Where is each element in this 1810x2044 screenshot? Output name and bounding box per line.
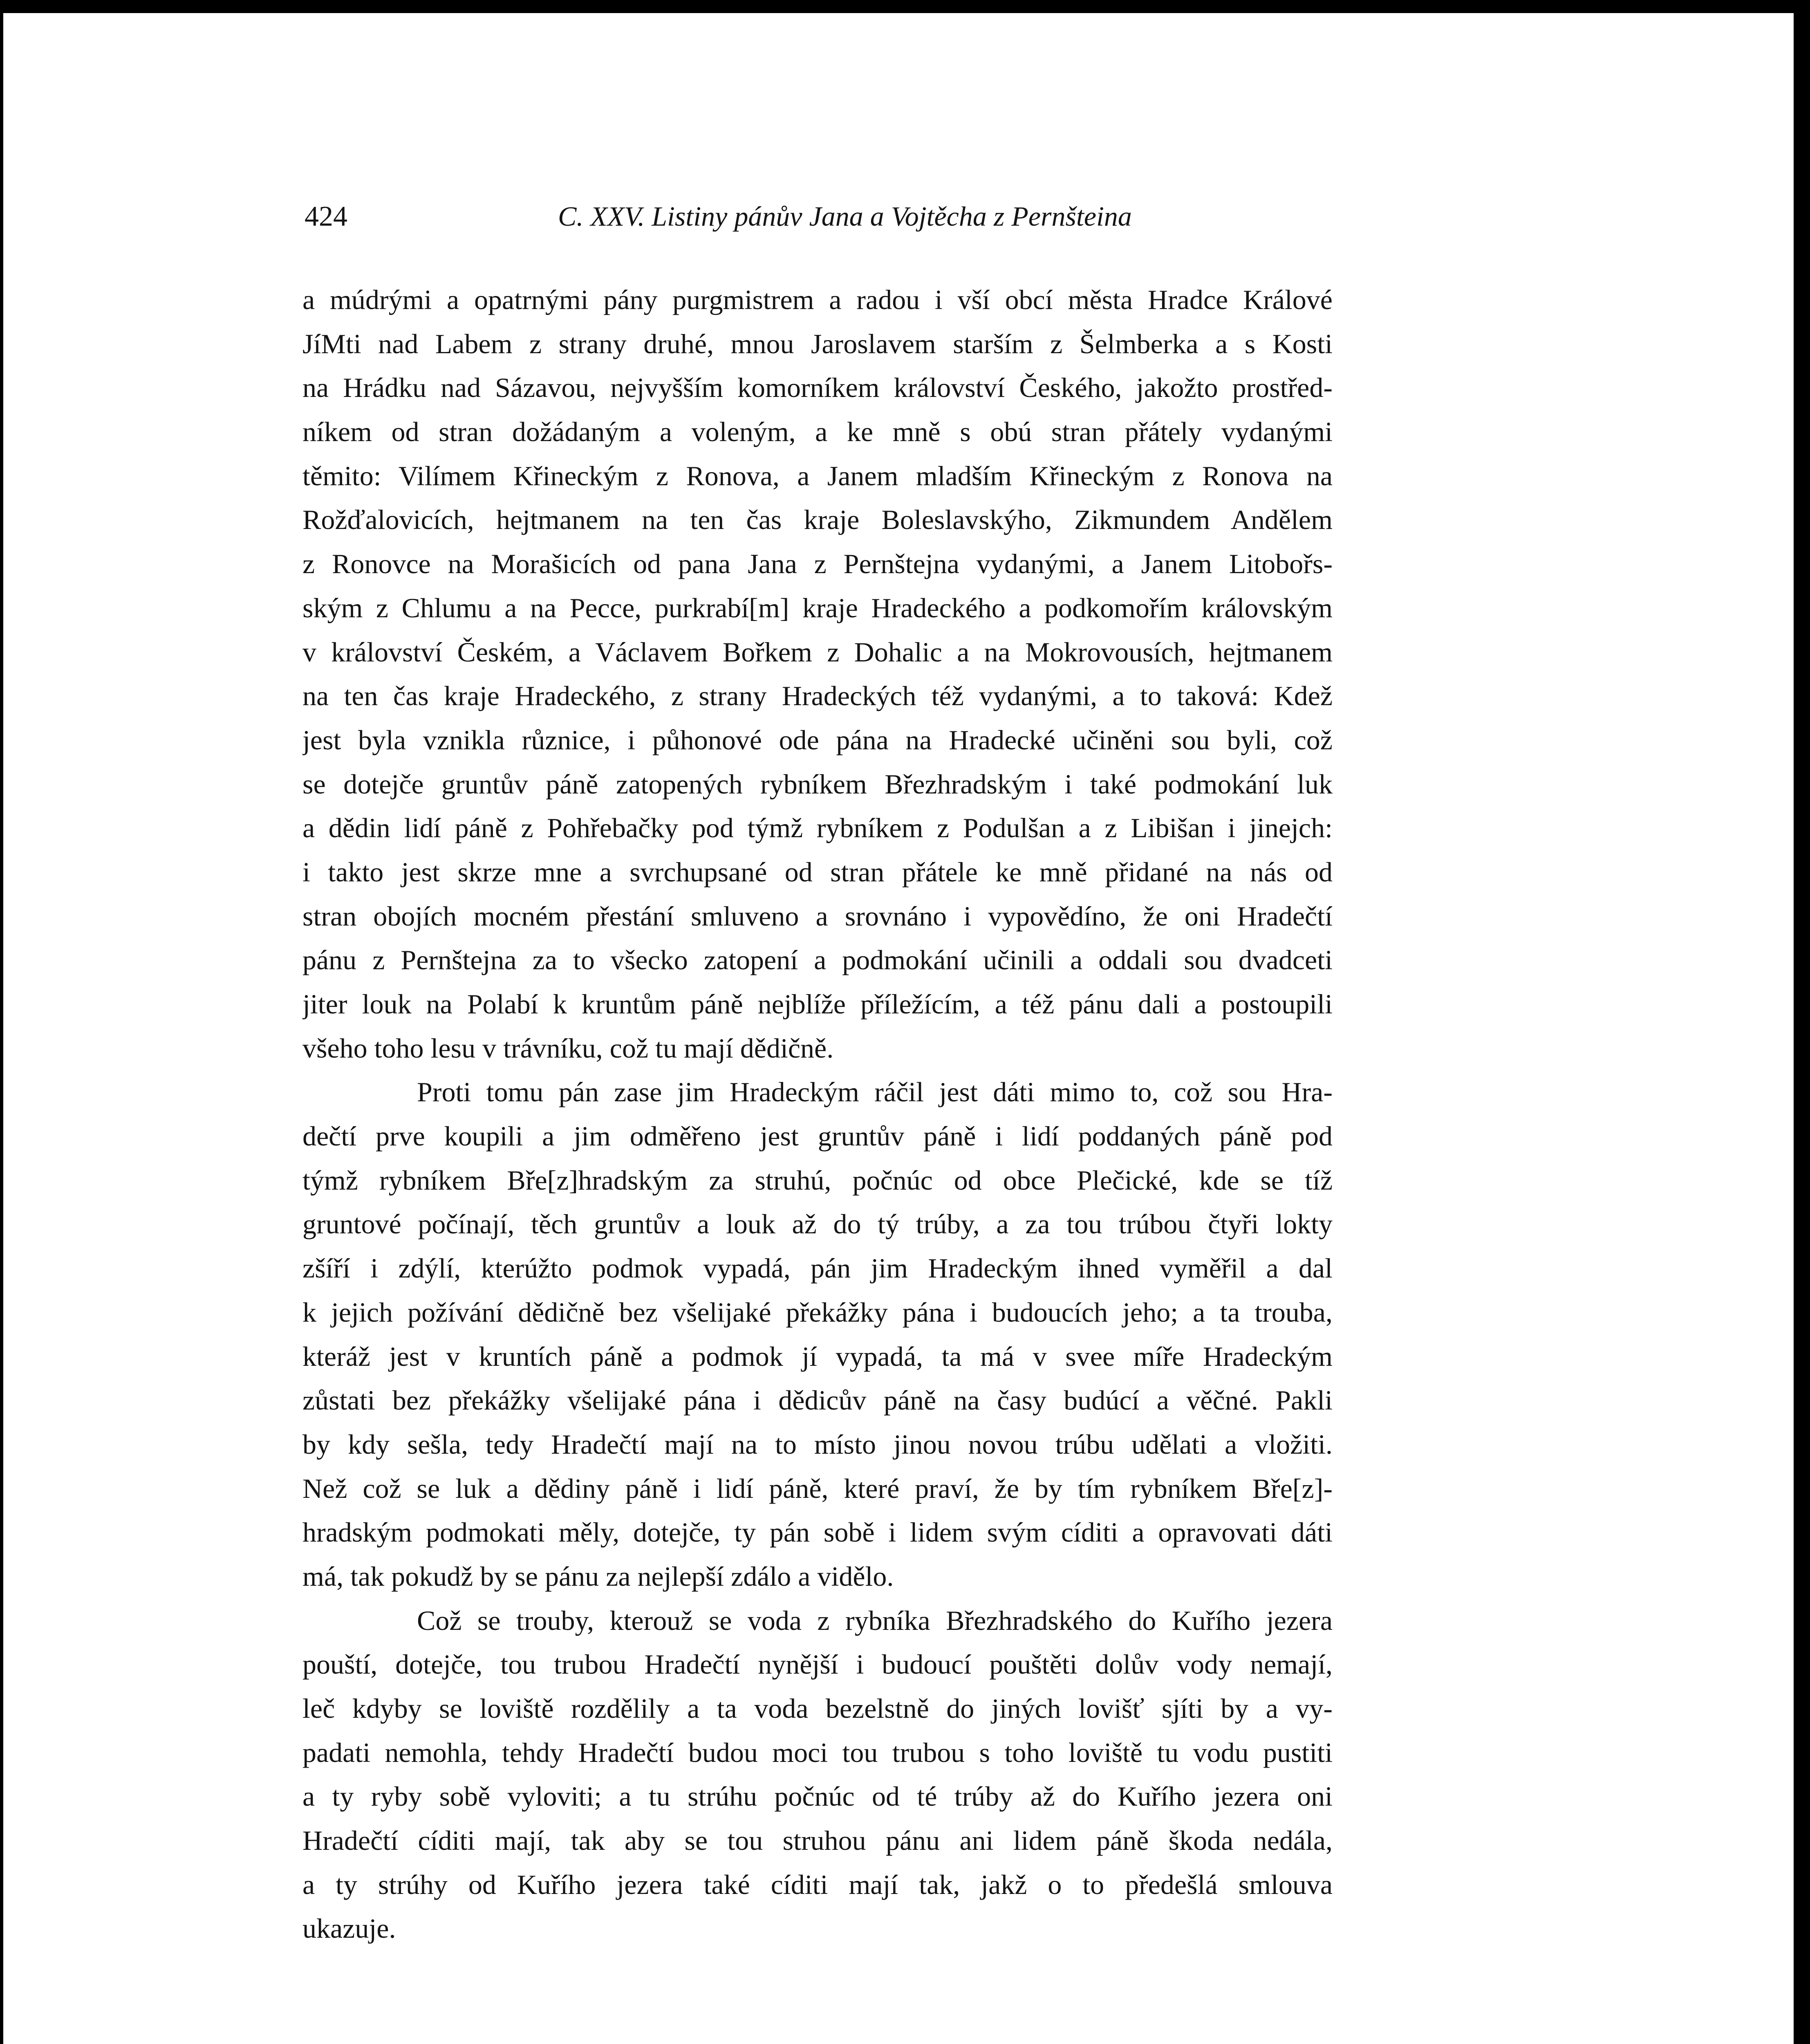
text-line: k jejich požívání dědičně bez všelijaké překážky pána i budoucích jeho; a ta trouba, [302, 1296, 1333, 1328]
text-line: těmito: Vilímem Křineckým z Ronova, a Janem mladším Křineckým z Ronova na [302, 460, 1333, 491]
text-line: zůstati bez překážky všelijaké pána i dědicův páně na časy budúcí a věčné. Pakli [302, 1385, 1333, 1416]
text-line: kteráž jest v kruntích páně a podmok jí vypadá, ta má v svee míře Hradeckým [302, 1340, 1333, 1372]
text-line: ským z Chlumu a na Pecce, purkrabí[m] kraje Hradeckého a podkomořím královským [302, 592, 1333, 623]
text-line: se dotejče gruntův páně zatopených rybníkem Březhradským i také podmokání luk [302, 768, 1333, 800]
text-line: Proti tomu pán zase jim Hradeckým ráčil jest dáti mimo to, což sou Hra- [417, 1076, 1333, 1108]
text-line: Než což se luk a dědiny páně i lidí páně, které praví, že by tím rybníkem Bře[z]- [302, 1472, 1333, 1504]
text-line: zšíří i zdýlí, kterúžto podmok vypadá, pán jim Hradeckým ihned vyměřil a dal [302, 1253, 1333, 1284]
text-line: níkem od stran dožádaným a voleným, a ke mně s obú stran přátely vydanými [302, 416, 1333, 448]
page-number: 424 [305, 201, 347, 232]
text-line: gruntové počínají, těch gruntův a louk až do tý trúby, a za tou trúbou čtyři lokty [302, 1208, 1333, 1240]
text-line: jiter louk na Polabí k kruntům páně nejblíže příležícím, a též pánu dali a postoupili [302, 988, 1333, 1020]
text-line: ukazuje. [302, 1913, 396, 1944]
text-line: na ten čas kraje Hradeckého, z strany Hradeckých též vydanými, a to taková: Kdež [302, 680, 1333, 712]
text-line: dečtí prve koupili a jim odměřeno jest gruntův páně i lidí poddaných páně pod [302, 1121, 1333, 1152]
text-line: jest byla vznikla různice, i půhonové ode pána na Hradecké učiněni sou byli, což [302, 724, 1333, 755]
text-line: leč kdyby se loviště rozdělily a ta voda bezelstně do jiných lovišť sjíti by a vy- [302, 1693, 1333, 1724]
text-line: padati nemohla, tehdy Hradečtí budou moci tou trubou s toho loviště tu vodu pustiti [302, 1737, 1333, 1768]
text-line: stran obojích mocném přestání smluveno a srovnáno i vypovědíno, že oni Hradečtí [302, 900, 1333, 932]
text-line: Hradečtí cíditi mají, tak aby se tou struhou pánu ani lidem páně škoda nedála, [302, 1825, 1333, 1856]
text-line: pánu z Pernštejna za to všecko zatopení a podmokání učinili a oddali sou dvadceti [302, 944, 1333, 976]
running-title: C. XXV. Listiny pánův Jana a Vojtěcha z Pernšteina [558, 201, 1132, 232]
text-line: Rožďalovicích, hejtmanem na ten čas kraje Boleslavskýho, Zikmundem Andělem [302, 504, 1333, 536]
text-line: pouští, dotejče, tou trubou Hradečtí nynější i budoucí pouštěti dolův vody nemají, [302, 1649, 1333, 1680]
text-line: a ty ryby sobě vyloviti; a tu strúhu počnúc od té trúby až do Kuřího jezera oni [302, 1781, 1333, 1812]
text-line: má, tak pokudž by se pánu za nejlepší zdálo a vidělo. [302, 1560, 894, 1592]
text-line: a múdrými a opatrnými pány purgmistrem a radou i vší obcí města Hradce Králové [302, 284, 1333, 315]
page-header [305, 200, 1331, 237]
text-line: z Ronovce na Morašicích od pana Jana z Pernštejna vydanými, a Janem Litobořs- [302, 548, 1333, 580]
text-line: a dědin lidí páně z Pohřebačky pod týmž rybníkem z Podulšan a z Libišan i jinejch: [302, 812, 1333, 844]
text-line: a ty strúhy od Kuřího jezera také cíditi mají tak, jakž o to předešlá smlouva [302, 1869, 1333, 1900]
scan-border-right [1794, 0, 1810, 2044]
text-line: týmž rybníkem Bře[z]hradským za struhú, počnúc od obce Plečické, kde se tíž [302, 1164, 1333, 1196]
text-line: i takto jest skrze mne a svrchupsané od stran přátele ke mně přidané na nás od [302, 856, 1333, 888]
text-line: by kdy sešla, tedy Hradečtí mají na to místo jinou novou trúbu udělati a vložiti. [302, 1428, 1333, 1460]
text-line: všeho toho lesu v trávníku, což tu mají dědičně. [302, 1032, 834, 1064]
scan-border-top [0, 0, 1810, 13]
text-line: hradským podmokati měly, dotejče, ty pán sobě i lidem svým cíditi a opravovati dáti [302, 1517, 1333, 1548]
text-line: na Hrádku nad Sázavou, nejvyšším komorníkem království Českého, jakožto prostřed- [302, 372, 1333, 403]
text-line: Což se trouby, kterouž se voda z rybníka Březhradského do Kuřího jezera [417, 1605, 1333, 1636]
text-line: JíMti nad Labem z strany druhé, mnou Jaroslavem starším z Šelmberka a s Kosti [302, 328, 1333, 359]
scan-border-left [0, 0, 3, 2044]
text-line: v království Českém, a Václavem Bořkem z Dohalic a na Mokrovousích, hejtmanem [302, 636, 1333, 668]
body-text [302, 278, 1333, 1951]
